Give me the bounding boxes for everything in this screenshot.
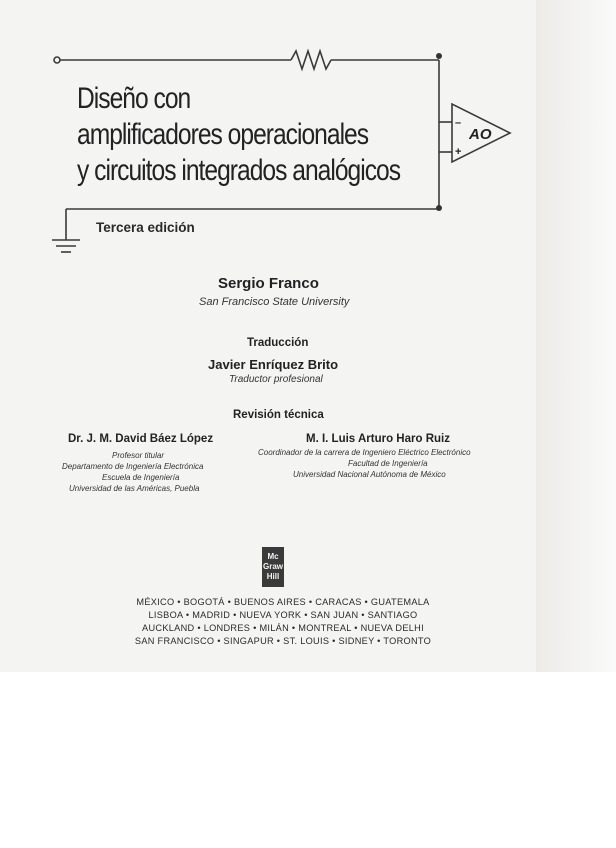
resistor (291, 51, 331, 69)
plus-sign: + (455, 146, 462, 158)
reviewer-2-line: Facultad de Ingeniería (348, 459, 428, 468)
translation-heading: Traducción (247, 337, 309, 349)
translator-name: Javier Enríquez Brito (208, 357, 339, 372)
publisher-cities-line: LISBOA • MADRID • NUEVA YORK • SAN JUAN • SANTIAGO (148, 610, 418, 620)
reviewer-1-line: Universidad de las Américas, Puebla (69, 484, 200, 493)
reviewer-1-name: Dr. J. M. David Báez López (68, 433, 214, 445)
review-heading: Revisión técnica (233, 409, 324, 421)
logo-text: Graw (262, 562, 283, 571)
reviewer-2-name: M. I. Luis Arturo Haro Ruiz (306, 433, 450, 445)
reviewer-1-line: Escuela de Ingeniería (102, 473, 180, 482)
mcgraw-hill-logo (262, 547, 284, 587)
logo-text: Hill (266, 572, 280, 581)
reviewer-2-line: Universidad Nacional Autónoma de México (293, 470, 446, 479)
op-amp-label: AO (469, 126, 492, 143)
title-line-1: Diseño con (77, 82, 191, 115)
author-affiliation: San Francisco State University (199, 296, 350, 308)
logo-text: Mc (267, 552, 279, 561)
bottom-junction-dot (436, 205, 442, 211)
reviewer-2-line: Coordinador de la carrera de Ingeniero Eléctrico Electrónico (258, 448, 471, 457)
author-name: Sergio Franco (218, 275, 319, 292)
reviewer-1-line: Profesor titular (112, 451, 165, 460)
translator-role: Traductor profesional (229, 374, 323, 385)
title-line-2: amplificadores operacionales (77, 118, 369, 151)
publisher-cities-line: AUCKLAND • LONDRES • MILÁN • MONTREAL • NUEVA DELHI (142, 623, 424, 633)
edition-label: Tercera edición (96, 220, 195, 235)
publisher-cities-line: SAN FRANCISCO • SINGAPUR • ST. LOUIS • SIDNEY • TORONTO (134, 636, 432, 646)
publisher-cities-line: MÉXICO • BOGOTÁ • BUENOS AIRES • CARACAS • GUATEMALA (136, 597, 430, 607)
title-line-3: y circuitos integrados analógicos (77, 154, 401, 187)
minus-sign: – (455, 117, 462, 129)
input-terminal (54, 57, 60, 63)
reviewer-1-line: Departamento de Ingeniería Electrónica (62, 462, 204, 471)
top-junction-dot (436, 53, 442, 59)
